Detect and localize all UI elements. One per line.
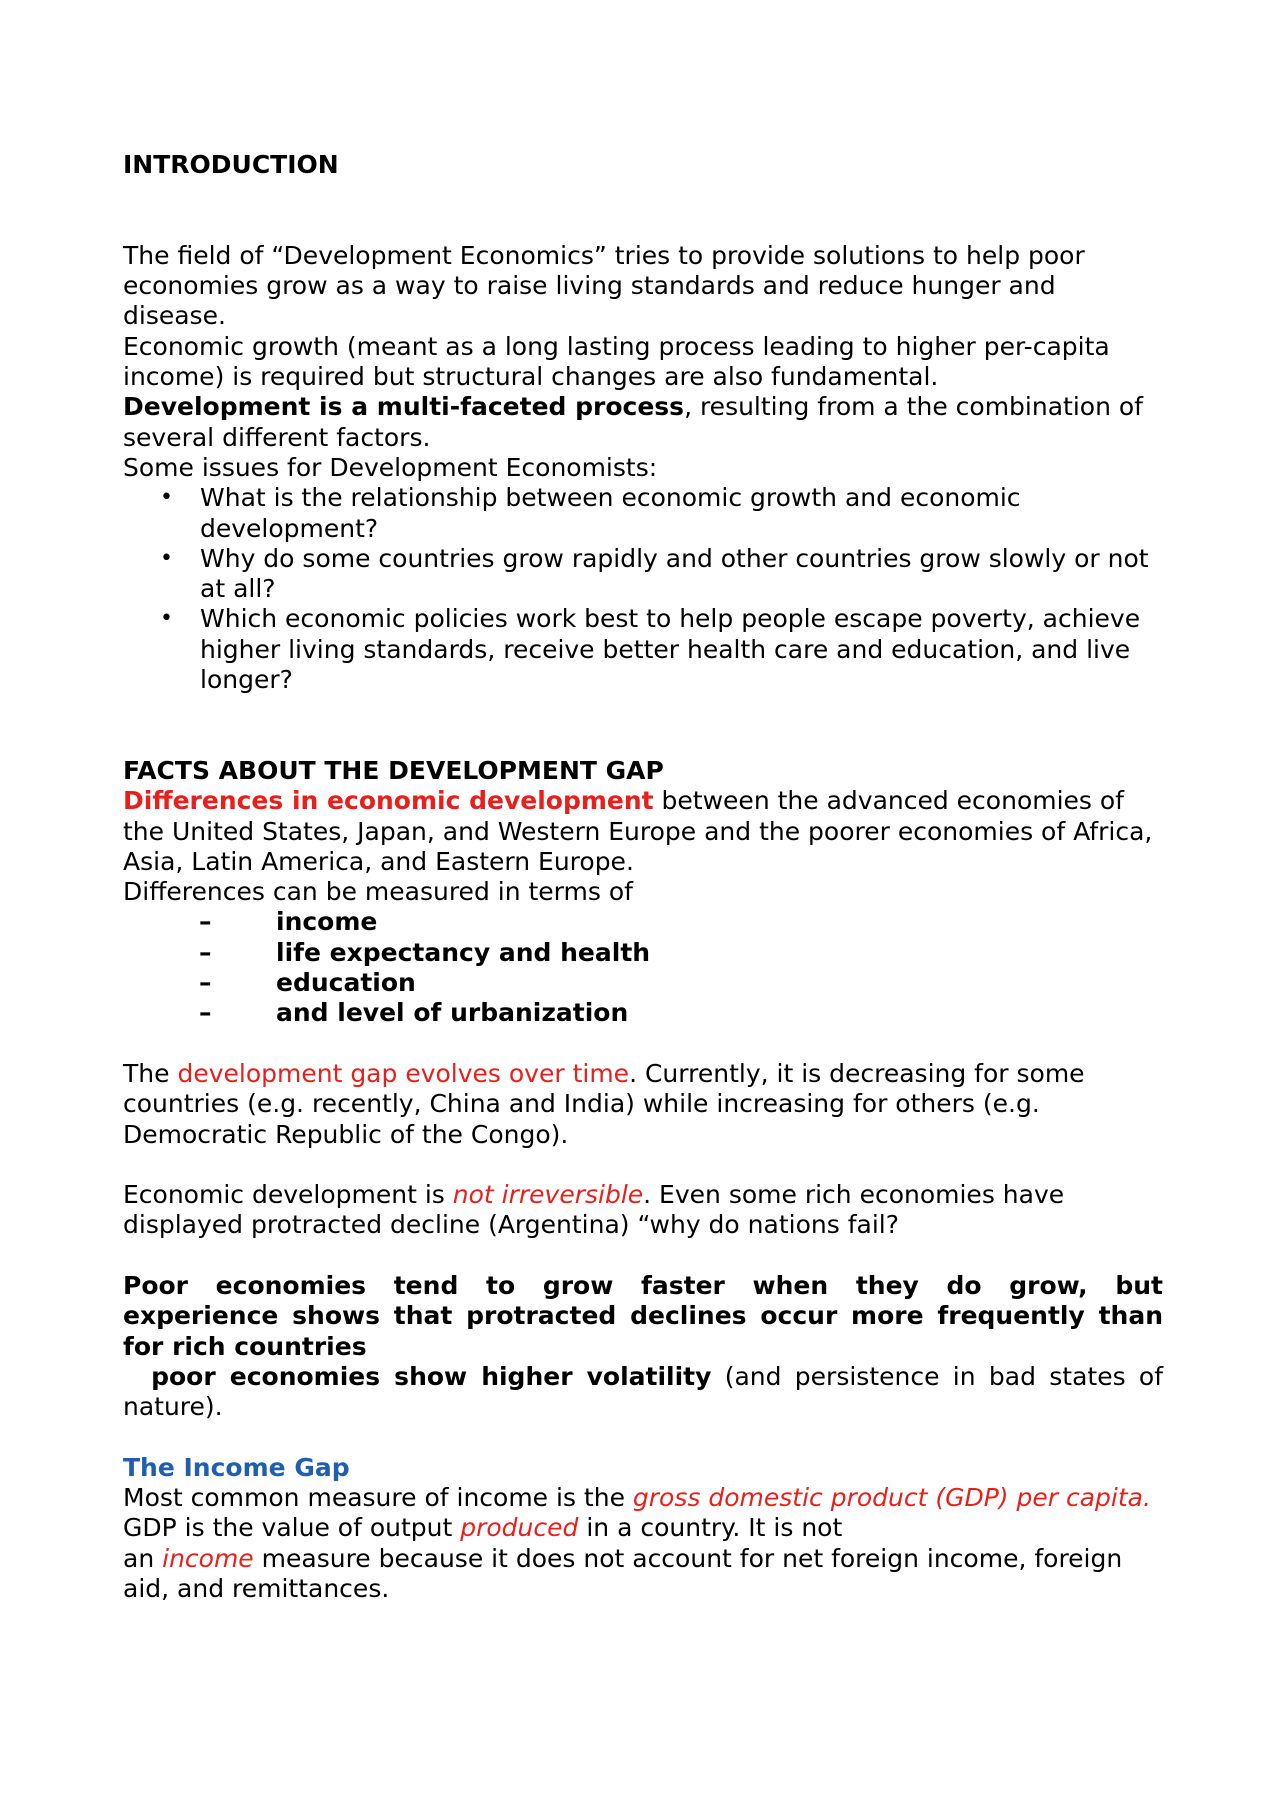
list-item — [123, 938, 1163, 968]
issue-text: Why do some countries grow rapidly and other countries grow slowly or not at all? — [200, 543, 1149, 604]
income-gap-paragraph-3 — [123, 1544, 1163, 1605]
income-gap-paragraph-2 — [123, 1513, 1163, 1543]
irr-rest: . Even some rich economies have displayed protracted decline (Argentina) “why do nations fail? — [123, 1180, 1065, 1240]
measure-text: and level of urbanization — [276, 998, 629, 1028]
list-item — [123, 483, 1163, 544]
list-item — [123, 998, 1163, 1028]
facts-heading: FACTS ABOUT THE DEVELOPMENT GAP — [123, 755, 664, 785]
ig-p2-pre: GDP is the value of output — [123, 1513, 461, 1543]
poor-economies-line-1: Poor economies tend to grow faster when they do grow, but — [123, 1270, 1163, 1300]
list-item — [123, 544, 1163, 605]
income-gap-paragraph-1 — [123, 1483, 1163, 1513]
measures-list — [123, 907, 1163, 1028]
measure-text: life expectancy and health — [276, 937, 651, 967]
measure-text: income — [276, 907, 378, 937]
issues-list — [123, 483, 1163, 695]
ig-p2-red: produced — [460, 1513, 579, 1543]
facts-p1-rest: between the advanced economies of the United States, Japan, and Western Europe and the poorer economies of Africa, Asia, Latin America, and Eastern Europe. — [123, 786, 1153, 876]
dash-icon: – — [199, 907, 212, 937]
gap-pre: The — [123, 1058, 178, 1088]
list-item — [123, 604, 1163, 695]
facts-p1-red: Differences in economic development — [123, 786, 654, 816]
dash-icon: – — [199, 937, 212, 967]
intro-p3-rest: , resulting from a the combination of several different factors. — [123, 392, 1143, 452]
gap-red: development gap evolves over time — [177, 1058, 630, 1088]
measure-text: education — [276, 968, 416, 998]
issues-intro: Some issues for Development Economists: — [123, 452, 658, 482]
volatility-bold: poor economies show higher volatility — [123, 1361, 712, 1391]
gap-paragraph — [123, 1059, 1163, 1150]
list-item — [123, 907, 1163, 937]
list-item — [123, 968, 1163, 998]
measured-intro: Differences can be measured in terms of — [123, 877, 633, 907]
intro-paragraph-1: The field of “Development Economics” tries to provide solutions to help poor economies grow as a way to raise living standards and reduce hunger and disease. — [123, 240, 1085, 331]
ig-p1-red: gross domestic product (GDP) per capita. — [632, 1483, 1151, 1513]
income-gap-heading: The Income Gap — [123, 1452, 350, 1482]
ig-p3-rest: measure because it does not account for net foreign income, foreign aid, and remittances. — [123, 1543, 1123, 1603]
bullet-icon: • — [160, 545, 173, 571]
irreversible-paragraph — [123, 1180, 1163, 1241]
issue-text: Which economic policies work best to help people escape poverty, achieve higher living standards, receive better health care and education, and live longer? — [200, 604, 1141, 695]
intro-heading: INTRODUCTION — [123, 150, 339, 179]
irr-pre: Economic development is — [123, 1180, 453, 1210]
dash-icon: – — [199, 968, 212, 998]
gap-rest: . Currently, it is decreasing for some countries (e.g. recently, China and India) while increasing for others (e.g. Democratic Republic of the Congo). — [123, 1058, 1085, 1149]
bullet-icon: • — [160, 485, 173, 511]
ig-p2-rest: in a country. It is not — [578, 1513, 843, 1543]
ig-p3-pre: an — [123, 1543, 163, 1573]
intro-paragraph-2: Economic growth (meant as a long lasting process leading to higher per-capita income) is required but structural changes are also fundamental. — [123, 331, 1110, 392]
bullet-icon: • — [160, 606, 173, 632]
document-page — [123, 150, 1163, 1604]
irr-red: not irreversible — [452, 1180, 644, 1210]
volatility-paragraph — [123, 1362, 1163, 1423]
dash-icon: – — [199, 998, 212, 1028]
facts-paragraph-1 — [123, 786, 1163, 877]
poor-economies-rest: experience shows that protracted declines occur more frequently than for rich countries — [123, 1301, 1163, 1361]
volatility-rest: (and persistence in bad states of nature). — [123, 1361, 1163, 1422]
ig-p3-red: income — [162, 1543, 254, 1573]
issue-text: What is the relationship between economic growth and economic development? — [200, 483, 1021, 543]
intro-p3-bold: Development is a multi-faceted process — [123, 392, 685, 422]
intro-paragraph-3 — [123, 392, 1163, 453]
ig-p1-pre: Most common measure of income is the — [123, 1483, 633, 1513]
